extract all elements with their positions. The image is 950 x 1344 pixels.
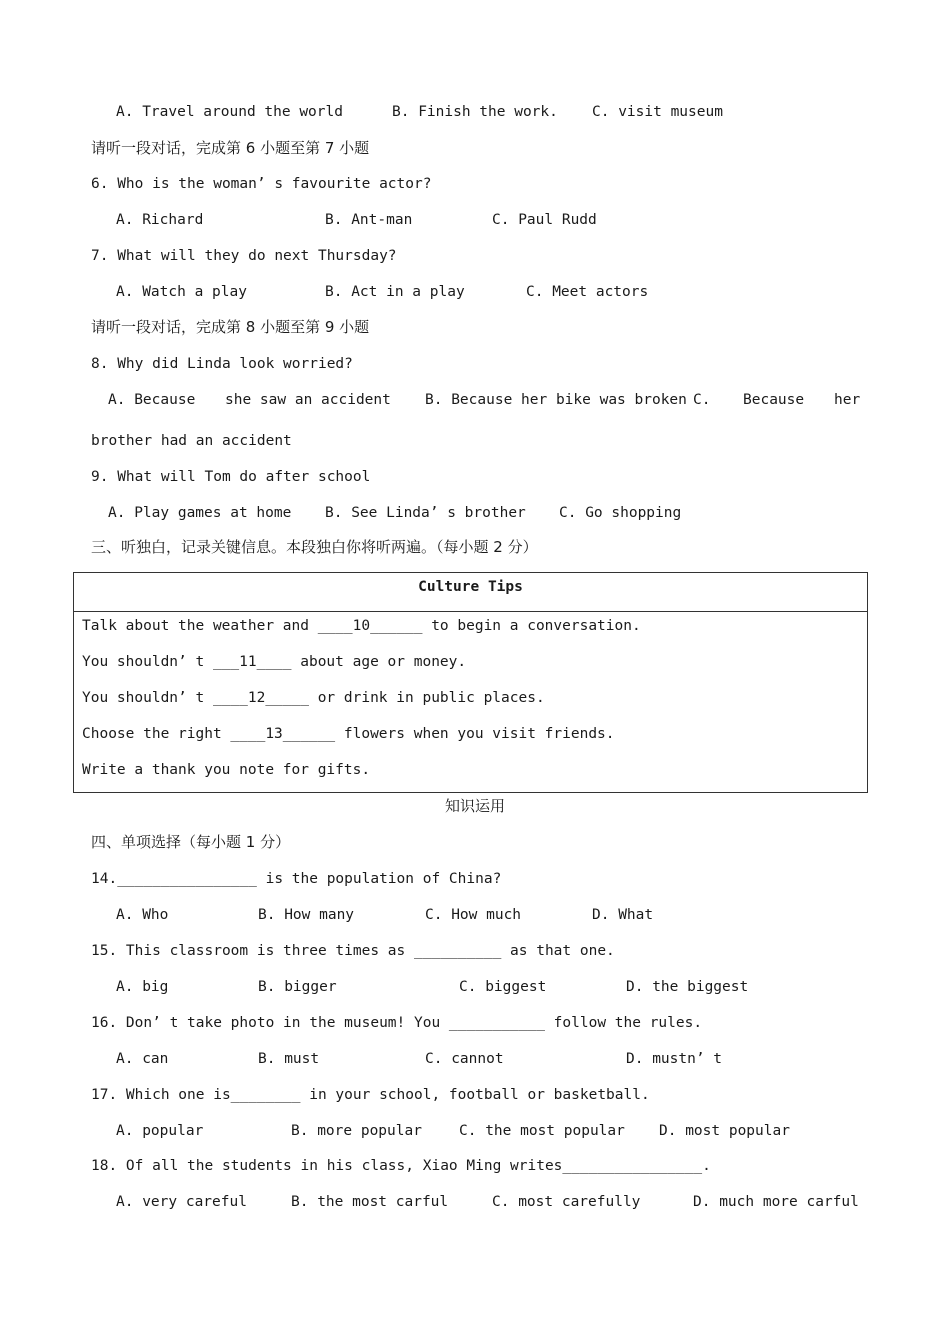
q5-option-b: B. Finish the work. (392, 104, 558, 120)
q16-option-d: D. mustn’ t (626, 1051, 723, 1067)
q8-option-c-word2: her (834, 392, 861, 408)
q14-stem: 14.________________ is the population of China? (91, 871, 502, 887)
q8-option-c-continued: brother had an accident (91, 433, 292, 449)
q15-option-d: D. the biggest (626, 979, 749, 995)
q16-option-a: A. can (116, 1051, 169, 1067)
q7-option-a: A. Watch a play (116, 284, 247, 300)
culture-tip-row: Choose the right ____13______ flowers when you visit friends. (82, 726, 615, 742)
q17-option-b: B. more popular (291, 1123, 422, 1139)
q15-option-c: C. biggest (459, 979, 547, 995)
knowledge-heading: 知识运用 (444, 797, 505, 815)
q6-option-c: C. Paul Rudd (492, 212, 597, 228)
q9-option-a: A. Play games at home (108, 505, 292, 521)
q18-option-d: D. much more carful (693, 1194, 859, 1210)
q8-option-a-part2: she saw an accident (225, 392, 391, 408)
q15-option-b: B. bigger (258, 979, 337, 995)
q8-option-b: B. Because her bike was broken (425, 392, 687, 408)
q8-option-a-part1: A. Because (108, 392, 196, 408)
q16-stem: 16. Don’ t take photo in the museum! You ___________ follow the rules. (91, 1015, 703, 1031)
instruction-q8-q9: 请听一段对话，完成第 8 小题至第 9 小题 (91, 318, 370, 336)
section-3-heading: 三、听独白，记录关键信息。本段独白你将听两遍。（每小题 2 分） (91, 538, 538, 556)
q18-stem: 18. Of all the students in his class, Xiao Ming writes________________. (91, 1158, 711, 1174)
q7-stem: 7. What will they do next Thursday? (91, 248, 397, 264)
q7-option-b: B. Act in a play (325, 284, 465, 300)
section-4-heading: 四、单项选择（每小题 1 分） (91, 833, 291, 851)
culture-tip-row: Write a thank you note for gifts. (82, 762, 371, 778)
q8-option-c-label: C. (693, 392, 711, 408)
q5-option-c: C. visit museum (592, 104, 723, 120)
instruction-q6-q7: 请听一段对话，完成第 6 小题至第 7 小题 (91, 139, 370, 157)
q8-stem: 8. Why did Linda look worried? (91, 356, 353, 372)
q7-option-c: C. Meet actors (526, 284, 649, 300)
q14-option-c: C. How much (425, 907, 522, 923)
culture-tip-row: Talk about the weather and ____10______ to begin a conversation. (82, 618, 641, 634)
q17-option-d: D. most popular (659, 1123, 790, 1139)
q5-option-a: A. Travel around the world (116, 104, 343, 120)
q6-option-a: A. Richard (116, 212, 204, 228)
q15-stem: 15. This classroom is three times as __________ as that one. (91, 943, 615, 959)
q18-option-a: A. very careful (116, 1194, 247, 1210)
q9-option-b: B. See Linda’ s brother (325, 505, 526, 521)
q9-option-c: C. Go shopping (559, 505, 682, 521)
q18-option-b: B. the most carful (291, 1194, 449, 1210)
q9-stem: 9. What will Tom do after school (91, 469, 371, 485)
q17-option-a: A. popular (116, 1123, 204, 1139)
q6-stem: 6. Who is the woman’ s favourite actor? (91, 176, 432, 192)
q18-option-c: C. most carefully (492, 1194, 641, 1210)
q15-option-a: A. big (116, 979, 169, 995)
q17-stem: 17. Which one is________ in your school, football or basketball. (91, 1087, 650, 1103)
q14-option-b: B. How many (258, 907, 355, 923)
q17-option-c: C. the most popular (459, 1123, 625, 1139)
culture-tip-row: You shouldn’ t ___11____ about age or money. (82, 654, 467, 670)
culture-tip-row: You shouldn’ t ____12_____ or drink in public places. (82, 690, 545, 706)
q6-option-b: B. Ant-man (325, 212, 413, 228)
q16-option-b: B. must (258, 1051, 320, 1067)
culture-tips-table (73, 572, 868, 793)
q14-option-d: D. What (592, 907, 654, 923)
q16-option-c: C. cannot (425, 1051, 504, 1067)
culture-tips-title: Culture Tips (74, 573, 867, 612)
q8-option-c-word1: Because (743, 392, 805, 408)
q14-option-a: A. Who (116, 907, 169, 923)
